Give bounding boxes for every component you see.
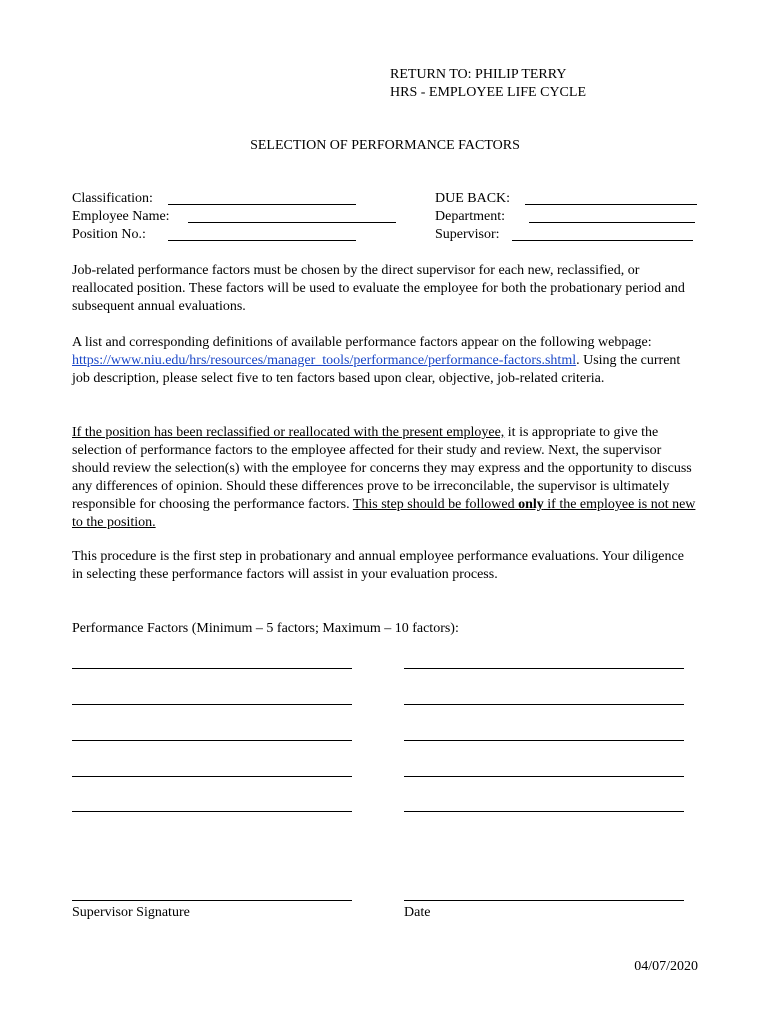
step-condition-text-2: if the employee is not new to the position. — [72, 497, 696, 530]
date-label: Date — [404, 905, 431, 920]
factor-line-9[interactable] — [404, 776, 684, 777]
factor-line-2[interactable] — [72, 704, 352, 705]
classification-label: Classification: — [72, 191, 153, 206]
paragraph-webpage — [72, 334, 698, 388]
factor-line-4[interactable] — [72, 776, 352, 777]
department-input-line[interactable] — [529, 222, 695, 223]
reclassified-condition-text: If the position has been reclassified or reallocated with the present employee, — [72, 425, 505, 440]
due-back-field — [435, 190, 700, 208]
due-back-label: DUE BACK: — [435, 191, 511, 206]
supervisor-field — [435, 226, 700, 244]
performance-factors-label: Performance Factors (Minimum – 5 factors; Maximum – 10 factors): — [72, 621, 459, 636]
factor-line-3[interactable] — [72, 740, 352, 741]
paragraph-procedure: This procedure is the first step in probationary and annual employee performance evaluations. Your diligence in selecting these performance factors will assist in your evaluation process. — [72, 549, 684, 582]
date-signature-line[interactable] — [404, 900, 684, 901]
paragraph-reclassified — [72, 424, 698, 532]
department-label: Department: — [435, 209, 505, 224]
due-back-input-line[interactable] — [525, 204, 697, 205]
department-line: HRS - EMPLOYEE LIFE CYCLE — [390, 85, 586, 100]
performance-factors-link[interactable]: https://www.niu.edu/hrs/resources/manager_tools/performance/performance-factors.shtml — [72, 353, 577, 368]
reclassified-body-text: it is appropriate to give the selection of performance factors to the employee affected for their study and review. Next, the supervisor should review the selection(s) with the employee for concerns they may express and the opportunity to discuss any differences of opinion. Should these differences prove to be irreconcilable, the supervisor is ultimately responsible for choosing the performance factors. — [72, 425, 692, 512]
classification-field — [72, 190, 362, 208]
step-condition-only: only — [518, 497, 544, 512]
factor-line-8[interactable] — [404, 740, 684, 741]
employee-name-label: Employee Name: — [72, 209, 170, 224]
return-to-block — [390, 66, 586, 102]
factor-line-1[interactable] — [72, 668, 352, 669]
step-condition-text-1: This step should be followed — [352, 497, 519, 512]
paragraph-webpage-text-before: A list and corresponding definitions of available performance factors appear on the following webpage: — [72, 335, 652, 350]
department-field — [435, 208, 700, 226]
supervisor-input-line[interactable] — [512, 240, 693, 241]
employee-name-input-line[interactable] — [188, 222, 396, 223]
supervisor-signature-line[interactable] — [72, 900, 352, 901]
factor-line-7[interactable] — [404, 704, 684, 705]
employee-name-field — [72, 208, 402, 226]
page-title — [0, 138, 770, 154]
position-no-label: Position No.: — [72, 227, 146, 242]
paragraph-intro: Job-related performance factors must be chosen by the direct supervisor for each new, reclassified, or reallocated position. These factors will be used to evaluate the employee for both the probationary period and subsequent annual evaluations. — [72, 263, 685, 314]
return-to-line: RETURN TO: PHILIP TERRY — [390, 67, 567, 82]
supervisor-signature-label: Supervisor Signature — [72, 905, 190, 920]
factor-line-10[interactable] — [404, 811, 684, 812]
page-title-text: SELECTION OF PERFORMANCE FACTORS — [250, 138, 520, 153]
paragraph-webpage-text-after: . Using the current job description, please select five to ten factors based upon clear, objective, job-related criteria. — [72, 353, 681, 386]
factor-line-6[interactable] — [404, 668, 684, 669]
position-no-input-line[interactable] — [168, 240, 356, 241]
classification-input-line[interactable] — [168, 204, 356, 205]
position-no-field — [72, 226, 362, 244]
factor-line-5[interactable] — [72, 811, 352, 812]
revision-date: 04/07/2020 — [634, 959, 698, 974]
supervisor-label: Supervisor: — [435, 227, 500, 242]
